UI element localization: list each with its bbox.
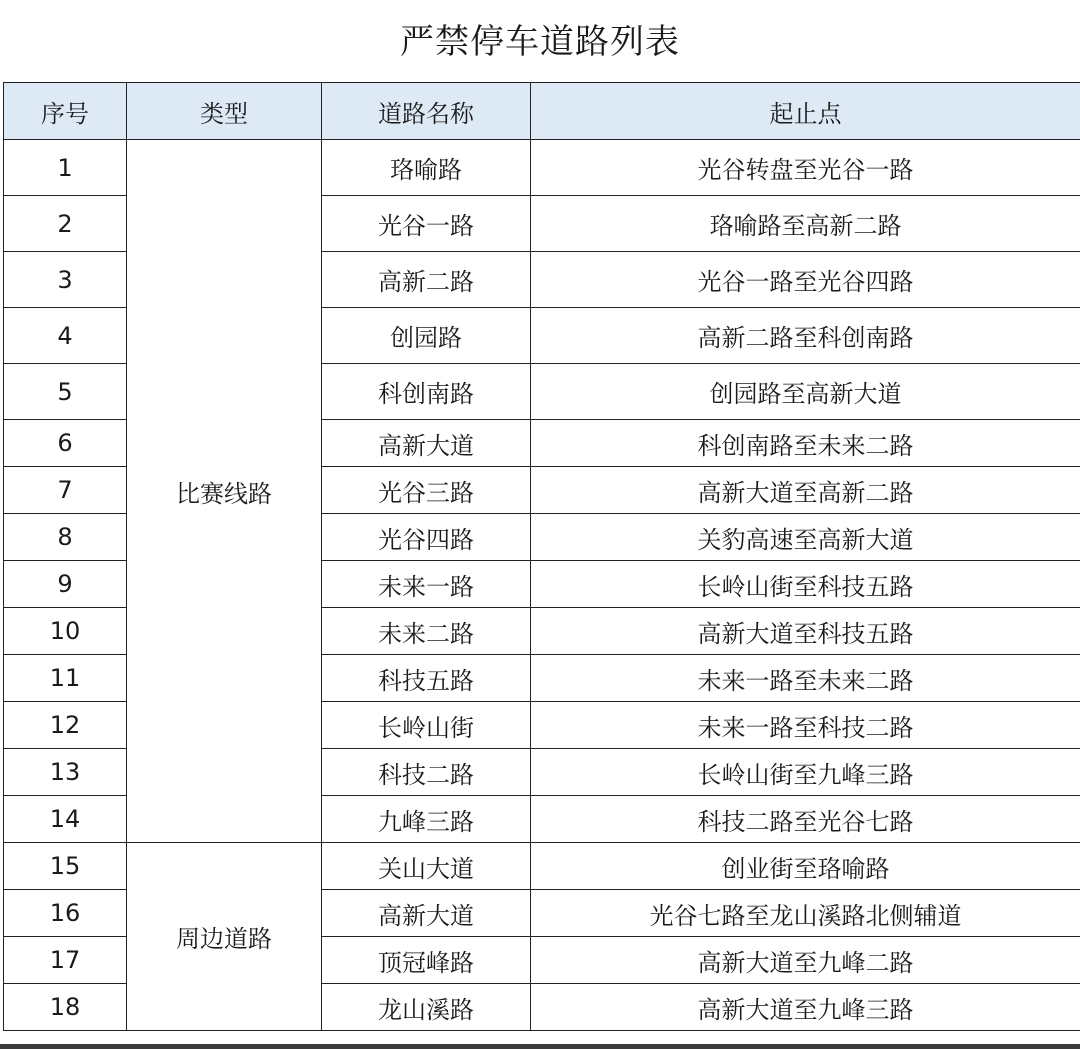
row-range: 科创南路至未来二路 [531,420,1080,467]
table-header-row [4,83,1080,140]
row-index: 8 [4,514,127,561]
column-header-type: 类型 [127,83,322,140]
row-index: 17 [4,937,127,984]
row-index: 7 [4,467,127,514]
row-index: 14 [4,796,127,843]
row-index: 11 [4,655,127,702]
row-index: 5 [4,364,127,420]
row-index: 16 [4,890,127,937]
row-road-name: 长岭山街 [322,702,531,749]
table-row [4,843,1080,890]
row-range: 高新大道至高新二路 [531,467,1080,514]
row-range: 长岭山街至九峰三路 [531,749,1080,796]
row-range: 光谷一路至光谷四路 [531,252,1080,308]
row-road-name: 科技二路 [322,749,531,796]
row-road-name: 科技五路 [322,655,531,702]
row-index: 18 [4,984,127,1031]
row-road-name: 未来二路 [322,608,531,655]
row-index: 4 [4,308,127,364]
row-range: 创业街至珞喻路 [531,843,1080,890]
row-range: 科技二路至光谷七路 [531,796,1080,843]
row-road-name: 顶冠峰路 [322,937,531,984]
row-road-name: 高新大道 [322,890,531,937]
row-range: 未来一路至科技二路 [531,702,1080,749]
row-index: 9 [4,561,127,608]
row-road-name: 关山大道 [322,843,531,890]
row-range: 光谷转盘至光谷一路 [531,140,1080,196]
row-range: 长岭山街至科技五路 [531,561,1080,608]
type-group-race-route: 比赛线路 [127,140,322,843]
bottom-divider [0,1044,1080,1049]
row-range: 光谷七路至龙山溪路北侧辅道 [531,890,1080,937]
row-road-name: 九峰三路 [322,796,531,843]
row-road-name: 光谷三路 [322,467,531,514]
row-index: 3 [4,252,127,308]
row-road-name: 未来一路 [322,561,531,608]
row-road-name: 创园路 [322,308,531,364]
row-range: 未来一路至未来二路 [531,655,1080,702]
type-group-surrounding-roads: 周边道路 [127,843,322,1031]
page-title: 严禁停车道路列表 [400,22,680,62]
column-header-index: 序号 [4,83,127,140]
row-range: 创园路至高新大道 [531,364,1080,420]
row-range: 高新大道至九峰二路 [531,937,1080,984]
column-header-range: 起止点 [531,83,1080,140]
row-range: 关豹高速至高新大道 [531,514,1080,561]
row-index: 6 [4,420,127,467]
row-index: 10 [4,608,127,655]
row-index: 2 [4,196,127,252]
row-index: 1 [4,140,127,196]
row-index: 13 [4,749,127,796]
row-road-name: 龙山溪路 [322,984,531,1031]
row-range: 珞喻路至高新二路 [531,196,1080,252]
column-header-road-name: 道路名称 [322,83,531,140]
row-road-name: 科创南路 [322,364,531,420]
row-road-name: 光谷四路 [322,514,531,561]
row-range: 高新大道至九峰三路 [531,984,1080,1031]
row-index: 15 [4,843,127,890]
row-road-name: 光谷一路 [322,196,531,252]
row-index: 12 [4,702,127,749]
row-road-name: 珞喻路 [322,140,531,196]
row-range: 高新大道至科技五路 [531,608,1080,655]
row-road-name: 高新二路 [322,252,531,308]
table-row [4,140,1080,196]
row-road-name: 高新大道 [322,420,531,467]
no-parking-road-table [3,82,1080,1031]
row-range: 高新二路至科创南路 [531,308,1080,364]
